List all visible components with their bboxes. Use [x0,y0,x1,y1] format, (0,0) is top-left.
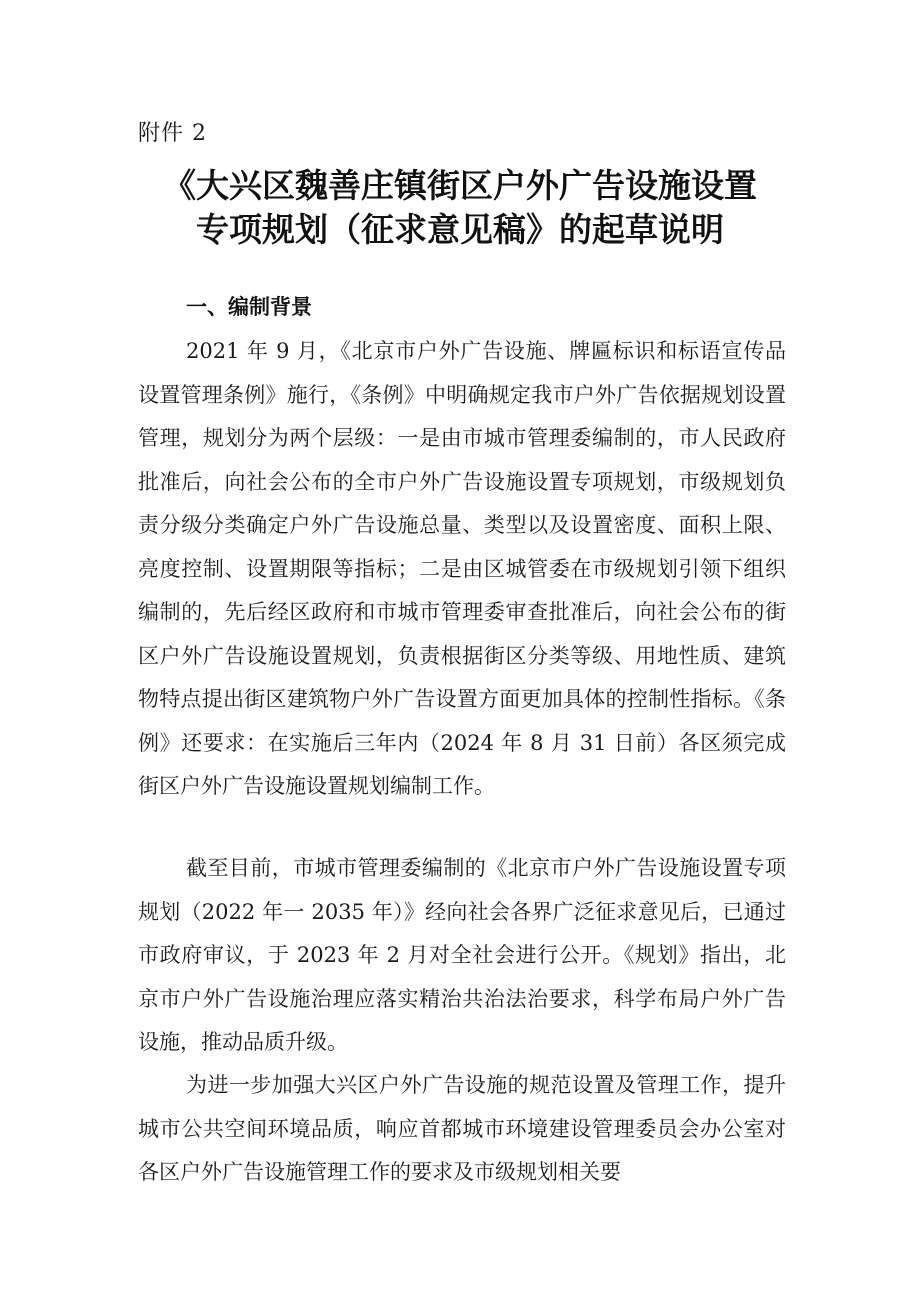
body-paragraph: 截至目前，市城市管理委编制的《北京市户外广告设施设置专项规划（2022 年一 2035 年）》经向社会各界广泛征求意见后，已通过市政府审议，于 2023 年 2 月对全社会进行公开。《规划》指出，北京市户外广告设施治理应落实精治共治法治要求，科学布局户外广告设施，推动品质升级。 [138,856,786,1054]
body-paragraph: 2021 年 9 月，《北京市户外广告设施、牌匾标识和标语宣传品设置管理条例》施行，《条例》中明确规定我市户外广告依据规划设置管理，规划分为两个层级：一是由市城市管理委编制的，市人民政府批准后，向社会公布的全市户外广告设施设置专项规划，市级规划负责分级分类确定户外广告设施总量、类型以及设置密度、面积上限、亮度控制、设置期限等指标；二是由区城管委在市级规划引领下组织编制的，先后经区政府和市城市管理委审查批准后，向社会公布的街区户外广告设施设置规划，负责根据街区分类等级、用地性质、建筑物特点提出街区建筑物户外广告设置方面更加具体的控制性指标。《条例》还要求：在实施后三年内（2024 年 8 月 31 日前）各区须完成街区户外广告设施设置规划编制工作。 [138,339,786,798]
document-title-line-2: 专项规划（征求意见稿》的起草说明 [196,210,724,249]
attachment-label: 附件 2 [138,121,207,146]
body-paragraph: 为进一步加强大兴区户外广告设施的规范设置及管理工作，提升城市公共空间环境品质，响应首都城市环境建设管理委员会办公室对各区户外广告设施管理工作的要求及市级规划相关要 [138,1073,786,1184]
document-title-line-1: 《大兴区魏善庄镇街区户外广告设施设置 [163,166,757,205]
section-heading: 一、编制背景 [186,295,312,319]
